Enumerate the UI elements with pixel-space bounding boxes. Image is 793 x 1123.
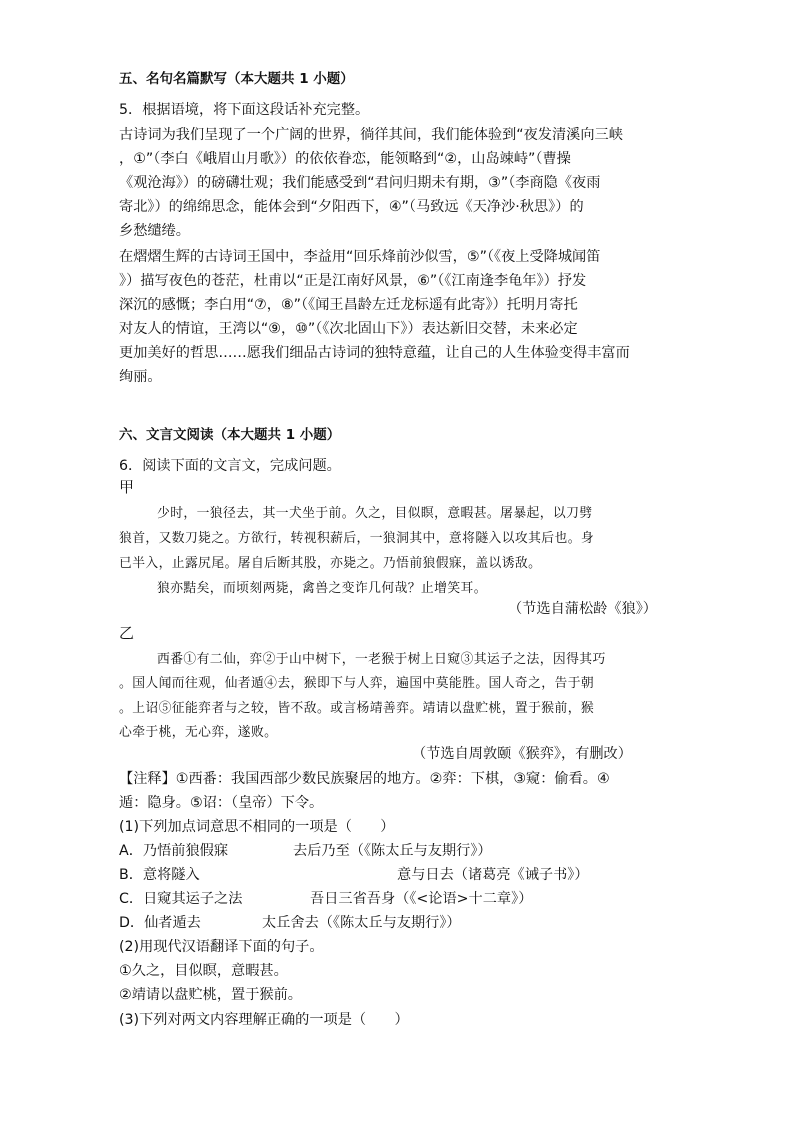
passage-line: 心牵于桃，无心弈，遂败。 [119, 725, 278, 740]
section6-title: 六、文言文阅读（本大题共 1 小题） [119, 427, 341, 443]
paragraph-line: 对友人的情谊，王湾以“⑨，⑩”（《次北固山下》）表达新旧交替，未来必定 [119, 321, 578, 337]
paragraph-line: ，①”（李白《峨眉山月歌》）的依依眷恋，能领略到“②，山岛竦峙”（曹操 [119, 151, 571, 167]
translate-item-1: ①久之，目似瞑，意暇甚。 [119, 963, 288, 979]
option-b: B．意将隧入 [119, 867, 200, 883]
paragraph-line: 乡愁缱绻。 [119, 223, 190, 239]
option-d: D．仙者遁去 [119, 915, 201, 931]
passage-jia-label: 甲 [119, 478, 135, 496]
section5-title: 五、名句名篇默写（本大题共 1 小题） [119, 71, 354, 87]
note-line: 遁：隐身。⑤诏：（皇帝）下令。 [119, 795, 324, 811]
subquestion-3: (3)下列对两文内容理解正确的一项是（ ） [119, 1012, 409, 1028]
passage-line: 已半入，止露尻尾。屠自后断其股，亦毙之。乃悟前狼假寐，盖以诱敌。 [119, 556, 542, 571]
paragraph-line: 》）描写夜色的苍茫，杜甫以“正是江南好风景，⑥”（《江南逢李龟年》）抒发 [119, 273, 587, 289]
question6-prompt: 6．阅读下面的文言文，完成问题。 [119, 458, 341, 474]
paragraph-line: 更加美好的哲思……愿我们细品古诗词的独特意蕴，让自己的人生体验变得丰富而 [119, 345, 630, 361]
passage-line: 狼首，又数刀毙之。方欲行，转视积薪后，一狼洞其中，意将隧入以攻其后也。身 [119, 531, 595, 546]
note-line: 【注释】①西番：我国西部少数民族聚居的地方。②弈：下棋，③窥：偷看。④ [119, 771, 610, 787]
paragraph-line: 《观沧海》）的磅礴壮观；我们能感受到“君问归期未有期，③”（李商隐《夜雨 [119, 175, 601, 191]
passage-yi-source: （节选自周敦颐《猴弈》，有删改） [412, 746, 632, 762]
passage-line: 。国人闻而往观，仙者遁④去，猴即下与人弈，遍国中莫能胜。国人奇之，告于朝 [119, 676, 595, 691]
paragraph-line: 寄北》）的绵绵思念，能体会到“夕阳西下，④”（马致远《天净沙·秋思》）的 [119, 199, 584, 215]
option-a: A．乃悟前狼假寐 [119, 843, 229, 859]
passage-line: 西番①有二仙，弈②于山中树下，一老猴于树上日窥③其运子之法，因得其巧 [157, 652, 606, 667]
option-c: C．日窥其运子之法 [119, 891, 243, 907]
passage-line: 。上诏⑤征能弈者与之较，皆不敌。或言杨靖善弈。靖请以盘贮桃，置于猴前，猴 [119, 701, 595, 716]
passage-yi-label: 乙 [119, 624, 135, 642]
option-c-compare: 吾日三省吾身（《<论语>十二章》） [310, 891, 533, 907]
subquestion-1: (1)下列加点词意思不相同的一项是（ ） [119, 819, 395, 835]
subquestion-2: (2)用现代汉语翻译下面的句子。 [119, 939, 324, 955]
option-a-compare: 去后乃至（《陈太丘与友期行》） [293, 843, 492, 859]
translate-item-2: ②靖请以盘贮桃，置于猴前。 [119, 987, 302, 1003]
paragraph-line: 在熠熠生辉的古诗词王国中，李益用“回乐烽前沙似雪，⑤”（《夜上受降城闻笛 [119, 249, 601, 265]
option-b-compare: 意与日去（诸葛亮《诫子书》） [397, 867, 589, 883]
passage-jia-source: （节选自蒲松龄《狼》） [508, 601, 657, 617]
option-d-compare: 太丘舍去（《陈太丘与友期行》） [262, 915, 461, 931]
paragraph-line: 深沉的感慨；李白用“⑦，⑧”（《闻王昌龄左迁龙标遥有此寄》）托明月寄托 [119, 297, 578, 313]
paragraph-line: 古诗词为我们呈现了一个广阔的世界，徜徉其间，我们能体验到“夜发清溪向三峡 [119, 127, 623, 143]
passage-line: 少时，一狼径去，其一犬坐于前。久之，目似瞑，意暇甚。屠暴起，以刀劈 [157, 506, 593, 521]
question5-prompt: 5．根据语境，将下面这段话补充完整。 [119, 102, 370, 118]
passage-line: 狼亦黠矣，而顷刻两毙，禽兽之变诈几何哉？止增笑耳。 [157, 581, 487, 596]
paragraph-line: 绚丽。 [119, 369, 162, 385]
